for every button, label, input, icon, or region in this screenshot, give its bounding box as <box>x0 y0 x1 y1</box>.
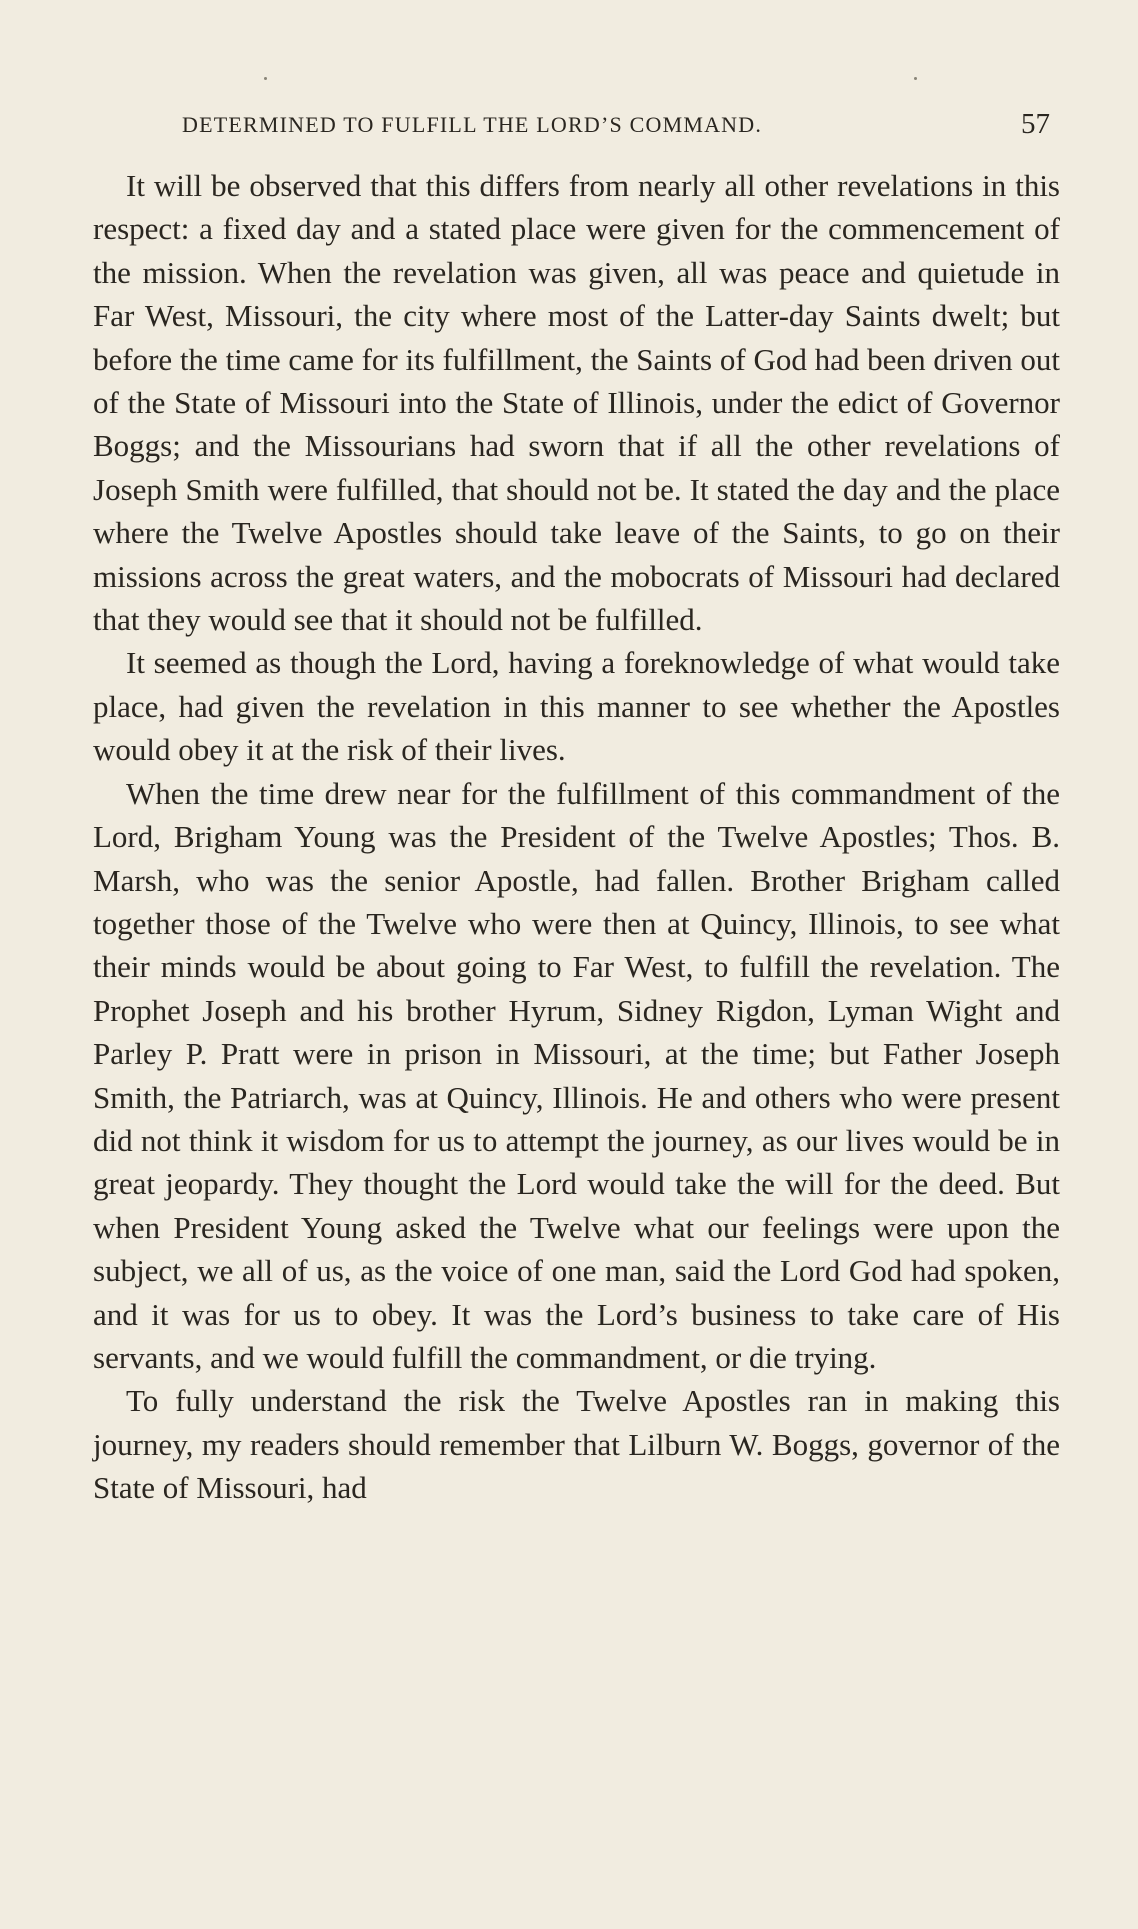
paragraph: To fully understand the risk the Twelve Apostles ran in making this journey, my readers should remember that Lilburn W. Boggs, governor of the State of Missouri, had <box>93 1383 1060 1506</box>
paper-speck <box>914 77 917 80</box>
body-text <box>93 164 1060 1510</box>
running-head: DETERMINED TO FULFILL THE LORD’S COMMAND. <box>182 112 763 137</box>
paragraph: It seemed as though the Lord, having a foreknowledge of what would take place, had given the revelation in this manner to see whether the Apostles would obey it at the risk of their lives. <box>93 645 1060 768</box>
paragraph: It will be observed that this differs from nearly all other revelations in this respect: a fixed day and a stated place were given for the commencement of the mission. When the revelation was given, all was peace and quietude in Far West, Missouri, the city where most of the Latter-day Saints dwelt; but before the time came for its fulfillment, the Saints of God had been driven out of the State of Missouri into the State of Illinois, under the edict of Governor Boggs; and the Missourians had sworn that if all the other revelations of Joseph Smith were fulfilled, that should not be. It stated the day and the place where the Twelve Apostles should take leave of the Saints, to go on their missions across the great waters, and the mobocrats of Missouri had declared that they would see that it should not be fulfilled. <box>93 168 1060 638</box>
page-header <box>182 108 1050 148</box>
paper-speck <box>264 77 267 80</box>
paragraph: When the time drew near for the fulfillment of this commandment of the Lord, Brigham Young was the President of the Twelve Apostles; Thos. B. Marsh, who was the senior Apostle, had fallen. Brother Brigham called together those of the Twelve who were then at Quincy, Illinois, to see what their minds would be about going to Far West, to fulfill the revelation. The Prophet Joseph and his brother Hyrum, Sidney Rigdon, Lyman Wight and Parley P. Pratt were in prison in Missouri, at the time; but Father Joseph Smith, the Patriarch, was at Quincy, Illinois. He and others who were present did not think it wisdom for us to attempt the journey, as our lives would be in great jeopardy. They thought the Lord would take the will for the deed. But when President Young asked the Twelve what our feelings were upon the subject, we all of us, as the voice of one man, said the Lord God had spoken, and it was for us to obey. It was the Lord’s business to take care of His servants, and we would fulfill the commandment, or die trying. <box>93 775 1060 1375</box>
page-number: 57 <box>1021 108 1050 140</box>
